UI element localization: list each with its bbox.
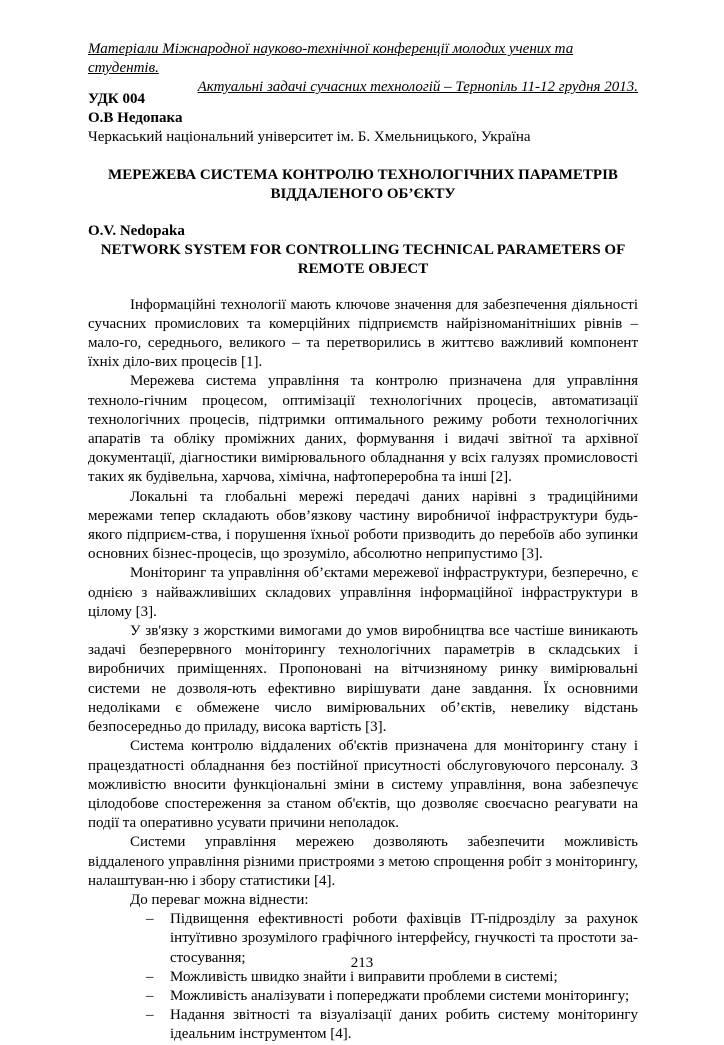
advantages-list xyxy=(88,910,638,1044)
list-item-text: Підвищення ефективності роботи фахівців IT-підрозділу за рахунок інтуїтивно зрозумілого графічного інтерфейсу, гнучкості та простоти за-стосування; xyxy=(170,911,638,966)
running-header xyxy=(88,40,638,97)
title-ua-line: ВІДДАЛЕНОГО ОБ’ЄКТУ xyxy=(270,185,456,202)
body-paragraph: Мережева система управління та контролю призначена для управління техноло-гічним процесом, оптимізації технологічних процесів, автоматизації технологічних процесів, підтримки оптимального режиму роботи технологічних апаратів та обліку проміжних даних, формування і видачі звітної та архівної документації, діагностики вимірювального обладнання у всіх галузях промисловості таких як будівельна, харчова, хімічна, нафтопереробна та інші [2]. xyxy=(88,373,638,486)
title-en-line: REMOTE OBJECT xyxy=(297,261,429,278)
body-paragraph: У зв'язку з жорсткими вимогами до умов виробництва все частіше виникають задачі безперервного моніторингу технологічних параметрів в складських і виробничих приміщеннях. Пропоновані на вітчизняному ринку вимірювальні системи не дозволя-ють ефективно вирішувати дане завдання. Їх основними недоліками є обмежене число вимірювальних об’єктів, невелику відстань безпосередньо до приладу, висока вартість [3]. xyxy=(88,623,638,736)
header-conference-subtitle: Актуальні задачі сучасних технологій – Тернопіль 11-12 грудня 2013. xyxy=(197,79,638,95)
affiliation: Черкаський національний університет ім. Б. Хмельницького, Україна xyxy=(88,129,531,146)
dash-bullet-icon: – xyxy=(146,1007,154,1024)
list-item-text: Можливість швидко знайти і виправити проблеми в системі; xyxy=(170,968,558,985)
list-item xyxy=(146,987,638,1006)
list-item-text: Надання звітності та візуалізації даних робить систему моніторингу ідеальним інструментом [4]. xyxy=(170,1007,638,1043)
list-item-text: Можливість аналізувати і попереджати проблеми системи моніторингу; xyxy=(170,987,630,1004)
header-conference-line: Матеріали Міжнародної науково-технічної конференції молодих учених та студентів. xyxy=(88,41,574,76)
author-ua: О.В Недопака xyxy=(88,110,183,127)
title-en xyxy=(88,241,638,279)
title-ua xyxy=(88,166,638,204)
dash-bullet-icon: – xyxy=(146,911,154,928)
udk-code: УДК 004 xyxy=(88,91,145,107)
list-intro: До переваг можна віднести: xyxy=(130,891,309,908)
dash-bullet-icon: – xyxy=(146,968,154,985)
article-body xyxy=(88,296,638,1045)
body-paragraph: Локальні та глобальні мережі передачі даних нарівні з традиційними мережами тепер складають обов’язкову частину виробничої інфраструктури будь-якого підприєм-ства, і порушення їхньої роботи призводить до перебоїв або зупинки основних бізнес-процесів, що зрозуміло, абсолютно неприпустимо [3]. xyxy=(88,488,638,563)
title-ua-line: МЕРЕЖЕВА СИСТЕМА КОНТРОЛЮ ТЕХНОЛОГІЧНИХ ПАРАМЕТРІВ xyxy=(108,166,618,183)
body-paragraph: Інформаційні технології мають ключове значення для забезпечення діяльності сучасних промислових та комерційних підприємств найрізноманітніших рівнів – мало-го, середнього, великого – та перетворились в життєво важливий компонент їхніх діло-вих процесів [1]. xyxy=(88,296,638,371)
author-en: O.V. Nedopaka xyxy=(88,223,185,240)
body-paragraph: Система контролю віддалених об'єктів призначена для моніторингу стану і працездатності обладнання без постійної присутності обслуговуючого персоналу. З можливістю вносити функціональні зміни в систему управління, вона забезпечує цілодобове спостереження за станом об'єктів, що дозволяє своєчасно реагувати на події та оперативно усувати причини неполадок. xyxy=(88,738,638,832)
list-item xyxy=(146,1006,638,1044)
page-number: 213 xyxy=(350,955,374,971)
dash-bullet-icon: – xyxy=(146,987,154,1004)
article-content xyxy=(88,90,638,1045)
body-paragraph: Системи управління мережею дозволяють забезпечити можливість віддаленого управління різними пристроями з метою спрощення робіт з моніторингу, налаштуван-ню і збору статистики [4]. xyxy=(88,834,638,889)
title-en-line: NETWORK SYSTEM FOR CONTROLLING TECHNICAL PARAMETERS OF xyxy=(100,242,626,259)
body-paragraph: Моніторинг та управління об’єктами мережевої інфраструктури, безперечно, є однією з найважливіших складових управління інформаційної інфраструктури в цілому [3]. xyxy=(88,565,638,620)
